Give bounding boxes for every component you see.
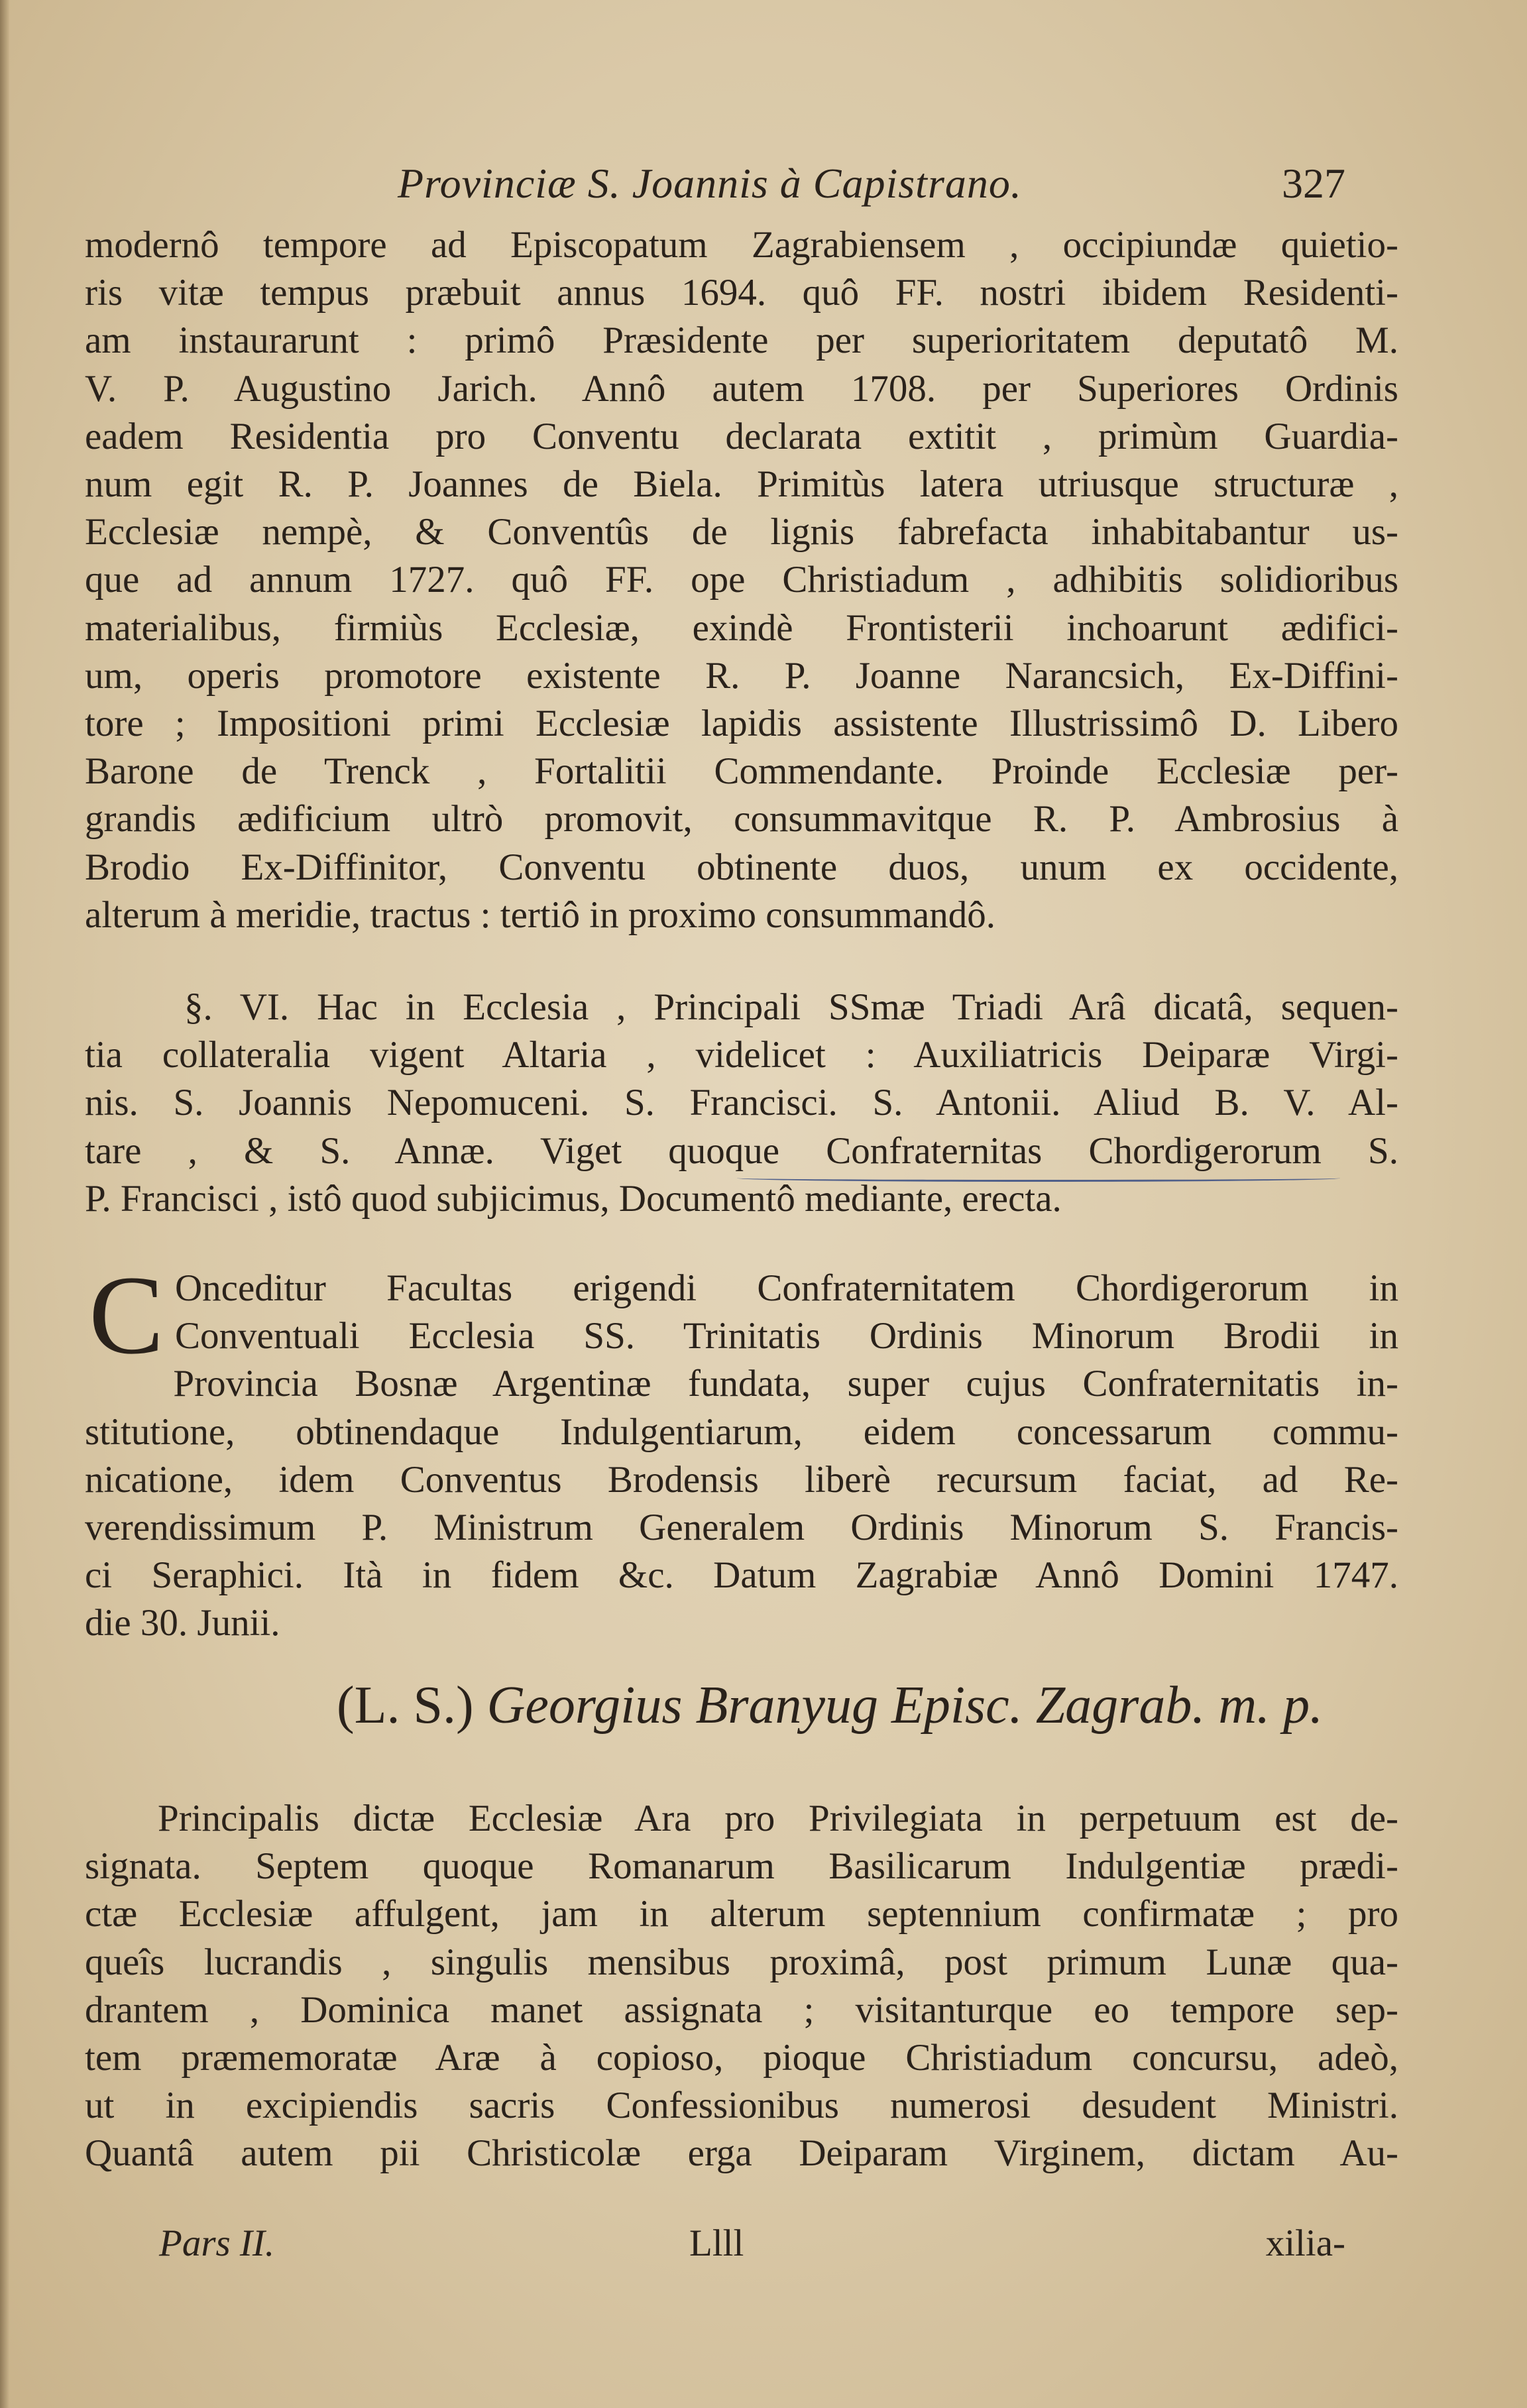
text-line: Quantâ autem pii Christicolæ erga Deiparam Virginem, dictam Au- — [85, 2132, 1398, 2175]
bishop-signature: Georgius Branyug Episc. Zagrab. m. p. — [486, 1676, 1324, 1735]
running-title: Provinciæ S. Joannis à Capistrano. — [398, 160, 1022, 207]
text-line: P. Francisci , istô quod subjicimus, Documentô mediante, erecta. — [85, 1177, 1062, 1220]
paragraph-section-vi — [85, 984, 1398, 1223]
text-line: materialibus, firmiùs Ecclesiæ, exindè Frontisterii inchoarunt ædifici- — [85, 606, 1398, 649]
paragraph-document — [85, 1253, 1398, 1648]
page-header — [159, 159, 1345, 219]
text-line: ut in excipiendis sacris Confessionibus numerosi desudent Ministri. — [85, 2085, 1398, 2127]
text-line: queîs lucrandis , singulis mensibus proximâ, post primum Lunæ qua- — [85, 1941, 1398, 1983]
text-line: tare , & S. Annæ. Viget quoque Confraternitas Chordigerorum S. — [85, 1129, 1398, 1172]
text-line: tia collateralia vigent Altaria , videlicet : Auxiliatricis Deiparæ Virgi- — [85, 1034, 1398, 1076]
text-line: ris vitæ tempus præbuit annus 1694. quô FF. nostri ibidem Residenti- — [85, 272, 1398, 314]
text-line: Ecclesiæ nempè, & Conventûs de lignis fabrefacta inhabitabantur us- — [85, 511, 1398, 553]
volume-signature: Pars II. — [159, 2222, 275, 2264]
paragraph-indulgences — [85, 1795, 1398, 2178]
text-line: Conventuali Ecclesia SS. Trinitatis Ordinis Minorum Brodii in — [175, 1315, 1398, 1357]
text-line: Brodio Ex-Diffinitor, Conventu obtinente duos, unum ex occidente, — [85, 846, 1398, 888]
text-line: eadem Residentia pro Conventu declarata extitit , primùm Guardia- — [85, 415, 1398, 457]
sheet-mark: Llll — [689, 2222, 744, 2264]
text-line: nis. S. Joannis Nepomuceni. S. Francisci. S. Antonii. Aliud B. V. Al- — [85, 1082, 1398, 1124]
text-line: am instaurarunt : primô Præsidente per superioritatem deputatô M. — [85, 319, 1398, 362]
page-edge-shadow — [0, 0, 9, 2408]
text-line: Onceditur Facultas erigendi Confraternitatem Chordigerorum in — [175, 1267, 1398, 1309]
text-line: drantem , Dominica manet assignata ; visitanturque eo tempore sep- — [85, 1988, 1398, 2031]
text-line: §. VI. Hac in Ecclesia , Principali SSmæ Triadi Arâ dicatâ, sequen- — [184, 986, 1398, 1028]
text-line: stitutione, obtinendaque Indulgentiarum, eidem concessarum commu- — [85, 1410, 1398, 1453]
ink-underline — [737, 1175, 1340, 1182]
text-line: Provincia Bosnæ Argentinæ fundata, super cujus Confraternitatis in- — [173, 1363, 1398, 1405]
text-line: ctæ Ecclesiæ affulgent, jam in alterum septennium confirmatæ ; pro — [85, 1893, 1398, 1935]
text-line: tem præmemoratæ Aræ à copioso, pioque Christiadum concursu, adeò, — [85, 2037, 1398, 2079]
seal-line — [337, 1676, 1323, 1736]
page-number: 327 — [1282, 160, 1345, 207]
paragraph-history — [85, 221, 1398, 939]
text-line: Principalis dictæ Ecclesiæ Ara pro Privilegiata in perpetuum est de- — [158, 1798, 1398, 1839]
catchword: xilia- — [1265, 2222, 1345, 2264]
text-line: ci Seraphici. Ità in fidem &c. Datum Zagrabiæ Annô Domini 1747. — [85, 1554, 1398, 1597]
seal-mark: (L. S.) — [337, 1676, 474, 1735]
drop-cap: C — [89, 1253, 164, 1377]
text-line: que ad annum 1727. quô FF. ope Christiadum , adhibitis solidioribus — [85, 559, 1398, 601]
text-line: num egit R. P. Joannes de Biela. Primitùs latera utriusque structuræ , — [85, 463, 1398, 506]
text-line: modernô tempore ad Episcopatum Zagrabiensem , occipiundæ quietio- — [85, 224, 1398, 266]
text-line: tore ; Impositioni primi Ecclesiæ lapidis assistente Illustrissimô D. Libero — [85, 703, 1398, 745]
page-footer — [159, 2222, 1345, 2275]
text-line: Barone de Trenck , Fortalitii Commendante. Proinde Ecclesiæ per- — [85, 750, 1398, 793]
text-line: die 30. Junii. — [85, 1602, 280, 1644]
text-line: nicatione, idem Conventus Brodensis liberè recursum faciat, ad Re- — [85, 1458, 1398, 1501]
text-line: grandis ædificium ultrò promovit, consummavitque R. P. Ambrosius à — [85, 798, 1398, 840]
text-line: verendissimum P. Ministrum Generalem Ordinis Minorum S. Francis- — [85, 1507, 1398, 1549]
text-line: um, operis promotore existente R. P. Joanne Narancsich, Ex-Diffini- — [85, 654, 1398, 697]
text-line: signata. Septem quoque Romanarum Basilicarum Indulgentiæ prædi- — [85, 1845, 1398, 1888]
text-line: V. P. Augustino Jarich. Annô autem 1708. per Superiores Ordinis — [85, 367, 1398, 410]
text-line: alterum à meridie, tractus : tertiô in proximo consummandô. — [85, 893, 995, 936]
